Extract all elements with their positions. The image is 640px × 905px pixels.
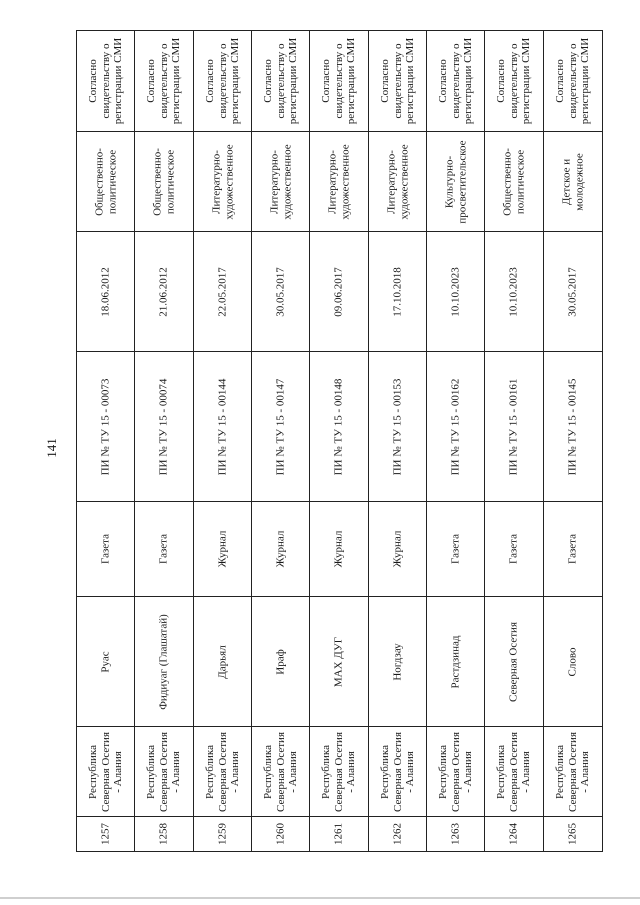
cell-text-topic: Литературно-художественное xyxy=(268,143,294,220)
scan-edge-line xyxy=(0,897,640,899)
cell-text-region: Республика Северная Осетия - Алания xyxy=(320,731,358,812)
cell-text-num: 1260 xyxy=(274,823,287,845)
cell-reg xyxy=(544,351,602,501)
cell-text-type: Газета xyxy=(99,533,112,565)
cell-text-note: Согласно свидетельству о регистрации СМИ xyxy=(262,37,300,125)
cell-region xyxy=(369,726,427,816)
cell-text-type: Газета xyxy=(158,533,171,565)
table-row xyxy=(252,31,310,851)
cell-topic xyxy=(77,131,135,231)
page-number: 141 xyxy=(44,438,59,458)
table-row xyxy=(544,31,602,851)
cell-date xyxy=(369,231,427,351)
cell-text-region: Республика Северная Осетия - Алания xyxy=(87,731,125,812)
cell-type xyxy=(252,501,310,596)
cell-text-topic: Литературно-художественное xyxy=(385,143,410,220)
cell-name xyxy=(194,596,252,726)
cell-text-reg: ПИ № ТУ 15 - 00148 xyxy=(333,378,346,475)
cell-note xyxy=(310,31,368,131)
cell-topic xyxy=(369,131,427,231)
cell-date xyxy=(135,231,193,351)
cell-text-region: Республика Северная Осетия - Алания xyxy=(437,731,475,812)
cell-name xyxy=(135,596,193,726)
table-row xyxy=(427,31,485,851)
cell-text-num: 1258 xyxy=(158,823,171,845)
cell-text-name: Ногдзау xyxy=(391,642,404,681)
cell-text-reg: ПИ № ТУ 15 - 00145 xyxy=(566,378,579,475)
cell-text-topic: Общественно-политическое xyxy=(501,147,527,216)
cell-note xyxy=(194,31,252,131)
cell-text-num: 1263 xyxy=(449,823,462,845)
cell-note xyxy=(369,31,427,131)
cell-text-reg: ПИ № ТУ 15 - 00161 xyxy=(508,378,521,475)
cell-type xyxy=(310,501,368,596)
cell-num xyxy=(427,816,485,851)
cell-topic xyxy=(194,131,252,231)
cell-type xyxy=(77,501,135,596)
cell-date xyxy=(77,231,135,351)
cell-note xyxy=(427,31,485,131)
cell-name xyxy=(252,596,310,726)
cell-text-reg: ПИ № ТУ 15 - 00147 xyxy=(274,378,287,475)
cell-num xyxy=(194,816,252,851)
cell-text-num: 1264 xyxy=(508,823,521,845)
cell-type xyxy=(544,501,602,596)
cell-text-type: Журнал xyxy=(274,530,287,568)
cell-region xyxy=(77,726,135,816)
cell-reg xyxy=(77,351,135,501)
cell-region xyxy=(427,726,485,816)
cell-date xyxy=(544,231,602,351)
cell-text-reg: ПИ № ТУ 15 - 00073 xyxy=(99,378,112,475)
cell-text-topic: Литературно-художественное xyxy=(210,143,235,220)
cell-reg xyxy=(485,351,543,501)
cell-text-topic: Литературно-художественное xyxy=(326,143,352,220)
cell-text-date: 30.05.2017 xyxy=(566,266,579,317)
cell-note xyxy=(485,31,543,131)
cell-num xyxy=(485,816,543,851)
cell-text-reg: ПИ № ТУ 15 - 00162 xyxy=(449,378,462,475)
cell-text-note: Согласно свидетельству о регистрации СМИ xyxy=(320,37,358,125)
cell-text-num: 1262 xyxy=(391,823,404,845)
cell-text-num: 1257 xyxy=(99,823,112,845)
cell-reg xyxy=(427,351,485,501)
cell-name xyxy=(310,596,368,726)
cell-text-topic: Общественно-политическое xyxy=(93,147,119,216)
cell-reg xyxy=(252,351,310,501)
cell-region xyxy=(310,726,368,816)
table-row xyxy=(485,31,543,851)
cell-topic xyxy=(135,131,193,231)
cell-text-reg: ПИ № ТУ 15 - 00144 xyxy=(216,378,229,475)
cell-text-region: Республика Северная Осетия - Алания xyxy=(262,731,300,812)
cell-num xyxy=(77,816,135,851)
cell-text-type: Газета xyxy=(508,533,521,565)
cell-text-date: 22.05.2017 xyxy=(216,266,229,317)
cell-name xyxy=(77,596,135,726)
cell-text-name: Дарьял xyxy=(216,644,229,679)
cell-reg xyxy=(310,351,368,501)
cell-text-type: Журнал xyxy=(391,530,404,568)
cell-reg xyxy=(369,351,427,501)
cell-text-note: Согласно свидетельству о регистрации СМИ xyxy=(203,37,242,125)
cell-text-reg: ПИ № ТУ 15 - 00153 xyxy=(391,378,404,475)
cell-text-num: 1259 xyxy=(216,823,229,845)
cell-text-type: Журнал xyxy=(216,530,229,568)
cell-text-date: 21.06.2012 xyxy=(158,266,171,317)
cell-topic xyxy=(485,131,543,231)
cell-text-num: 1261 xyxy=(333,823,346,845)
cell-region xyxy=(135,726,193,816)
cell-topic xyxy=(427,131,485,231)
cell-num xyxy=(369,816,427,851)
cell-text-reg: ПИ № ТУ 15 - 00074 xyxy=(158,378,171,475)
cell-name xyxy=(369,596,427,726)
cell-type xyxy=(485,501,543,596)
cell-date xyxy=(194,231,252,351)
cell-text-note: Согласно свидетельству о регистрации СМИ xyxy=(553,37,592,125)
cell-topic xyxy=(310,131,368,231)
cell-text-type: Газета xyxy=(449,533,462,565)
registry-table xyxy=(76,30,603,852)
cell-text-name: Руас xyxy=(99,650,112,673)
cell-region xyxy=(544,726,602,816)
cell-num xyxy=(252,816,310,851)
cell-text-type: Газета xyxy=(566,533,579,565)
cell-name xyxy=(427,596,485,726)
cell-region xyxy=(252,726,310,816)
cell-text-name: Слово xyxy=(566,647,579,676)
cell-num xyxy=(544,816,602,851)
cell-reg xyxy=(194,351,252,501)
cell-topic xyxy=(544,131,602,231)
cell-text-region: Республика Северная Осетия - Алания xyxy=(378,731,417,812)
cell-text-type: Журнал xyxy=(333,530,346,568)
cell-text-topic: Культурно-просветительское xyxy=(443,139,469,224)
cell-date xyxy=(427,231,485,351)
table-row xyxy=(135,31,193,851)
cell-date xyxy=(310,231,368,351)
cell-type xyxy=(194,501,252,596)
cell-text-name: Северная Осетия xyxy=(508,621,521,702)
cell-note xyxy=(544,31,602,131)
cell-text-note: Согласно свидетельству о регистрации СМИ xyxy=(378,37,417,125)
cell-note xyxy=(252,31,310,131)
cell-text-note: Согласно свидетельству о регистрации СМИ xyxy=(495,37,533,125)
cell-type xyxy=(369,501,427,596)
cell-text-note: Согласно свидетельству о регистрации СМИ xyxy=(437,37,475,125)
cell-name xyxy=(485,596,543,726)
cell-date xyxy=(252,231,310,351)
table-row xyxy=(194,31,252,851)
cell-text-date: 17.10.2018 xyxy=(391,266,404,317)
cell-text-date: 30.05.2017 xyxy=(274,266,287,317)
table-row xyxy=(369,31,427,851)
cell-text-note: Согласно свидетельству о регистрации СМИ xyxy=(145,37,183,125)
cell-type xyxy=(427,501,485,596)
cell-text-region: Республика Северная Осетия - Алания xyxy=(203,731,242,812)
cell-text-name: Растдзинад xyxy=(449,635,462,688)
cell-region xyxy=(194,726,252,816)
cell-text-region: Республика Северная Осетия - Алания xyxy=(495,731,533,812)
cell-text-name: МАХ ДУГ xyxy=(333,636,346,687)
cell-text-date: 18.06.2012 xyxy=(99,266,112,317)
cell-text-topic: Детское и молодежное xyxy=(560,152,585,211)
cell-text-num: 1265 xyxy=(566,823,579,845)
cell-reg xyxy=(135,351,193,501)
cell-text-date: 09.06.2017 xyxy=(333,266,346,317)
cell-name xyxy=(544,596,602,726)
cell-topic xyxy=(252,131,310,231)
table-row xyxy=(310,31,368,851)
cell-note xyxy=(77,31,135,131)
cell-region xyxy=(485,726,543,816)
cell-text-name: Фидиуаг (Глашатай) xyxy=(158,613,171,710)
cell-text-region: Республика Северная Осетия - Алания xyxy=(145,731,183,812)
cell-date xyxy=(485,231,543,351)
cell-text-region: Республика Северная Осетия - Алания xyxy=(553,731,592,812)
cell-text-topic: Общественно-политическое xyxy=(151,147,177,216)
cell-type xyxy=(135,501,193,596)
cell-text-date: 10.10.2023 xyxy=(449,266,462,317)
cell-num xyxy=(135,816,193,851)
cell-text-name: Ираф xyxy=(274,648,287,675)
cell-text-date: 10.10.2023 xyxy=(508,266,521,317)
cell-note xyxy=(135,31,193,131)
cell-num xyxy=(310,816,368,851)
cell-text-note: Согласно свидетельству о регистрации СМИ xyxy=(87,37,125,125)
table-row xyxy=(77,31,135,851)
